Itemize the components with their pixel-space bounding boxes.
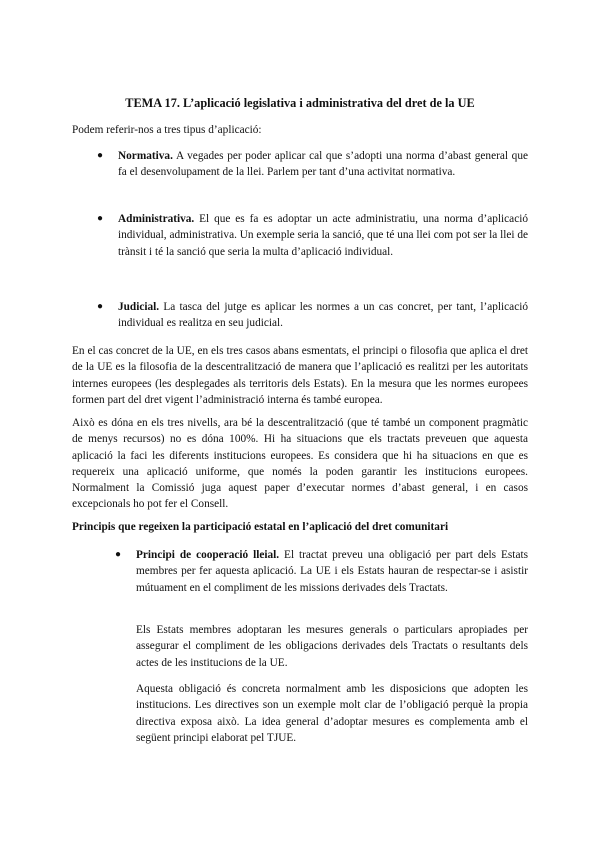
bullet-icon: ● (115, 549, 122, 560)
section-heading: Principis que regeixen la participació estatal en l’aplicació del dret comunitari (72, 521, 449, 533)
text-administrativa: El que es fa es adoptar un acte administratiu, una norma d’aplicació individual, administrativa. Un exemple seria la sanció, que té una llei com pot ser la llei de trànsit i té la sanció que seria la multa d’aplicació individual. (118, 213, 529, 258)
bullet-icon: ● (97, 301, 104, 312)
list-item-cooperacio-lleial (115, 547, 528, 596)
term-normativa: Normativa. (118, 150, 173, 162)
term-administrativa: Administrativa. (118, 213, 195, 225)
intro-text: Podem referir-nos a tres tipus d’aplicació: (72, 124, 262, 136)
text-normativa: A vegades per poder aplicar cal que s’adopti una norma d’abast general que fa el desenvolupament de la llei. Parlem per tant d’una activitat normativa. (118, 150, 528, 179)
document-title: TEMA 17. L’aplicació legislativa i administrativa del dret de la UE (125, 96, 475, 110)
text-judicial: La tasca del jutge es aplicar les normes a un cas concret, per tant, l’aplicació individual es realitza en seu judicial. (118, 301, 528, 330)
paragraph-nivells: Això es dóna en els tres nivells, ara bé la descentralització (que té també un component pragmàtic de menys recursos) no es dóna 100%. Hi ha situacions que els tractats preveuen que aquesta aplicació la faci les diferents institucions europees. Es considera que hi ha situacions en que es requereix una aplicació uniforme, que només la poden garantir les institucions europees. Normalment la Comissió juga aquest paper d’executar normes d’abast general, i en casos excepcionals ho pot fer el Consell. (72, 417, 528, 511)
paragraph-mesures: Els Estats membres adoptaran les mesures generals o particulars apropiades per assegurar el compliment de les obligacions derivades dels Tractats o resultants dels actes de les institucions de la UE. (136, 624, 528, 669)
bullet-icon: ● (97, 150, 104, 161)
list-item-administrativa (97, 211, 529, 260)
paragraph-obligacio: Aquesta obligació és concreta normalment amb les disposicions que adopten les institucions. Les directives son un exemple molt clar de l’obligació perquè la propia directiva exposa això. La idea general d’adoptar mesures es complementa amb el següent principi elaborat pel TJUE. (136, 683, 528, 744)
bullet-icon: ● (97, 213, 104, 224)
list-item-judicial (97, 299, 528, 332)
list-item-normativa (97, 148, 528, 181)
paragraph-descentralitzacio: En el cas concret de la UE, en els tres casos abans esmentats, el principi o filosofia que aplica el dret de la UE es la filosofia de la descentralització de manera que l’aplicació es realitzi per les autoritats internes europees (les desplegades als territoris dels Estats). En la mesura que les normes europees formen part del dret vigent l’administració interna és també europea. (72, 345, 528, 406)
term-judicial: Judicial. (118, 301, 160, 313)
text-cooperacio-lleial: El tractat preveu una obligació per part dels Estats membres per fer aquesta aplicació. La UE i els Estats hauran de respectar-se i asistir mútuament en el compliment de les missions derivades dels Tractats. (136, 549, 528, 594)
term-cooperacio-lleial: Principi de cooperació lleial. (136, 549, 280, 561)
